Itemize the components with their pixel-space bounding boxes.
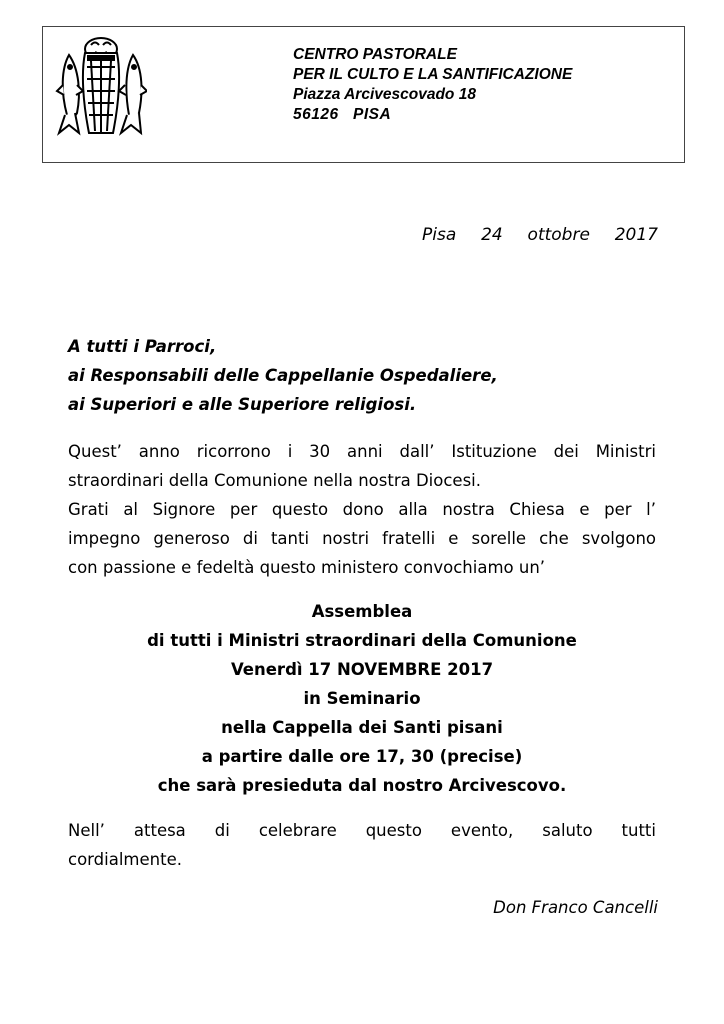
assembly-line: di tutti i Ministri straordinari della Comunione <box>147 631 577 650</box>
body-line: impegno generoso di tanti nostri fratelli e sorelle che svolgono <box>68 529 656 548</box>
assembly-announcement <box>40 597 684 800</box>
assembly-date: Venerdì 17 NOVEMBRE 2017 <box>230 660 494 679</box>
assembly-time: a partire dalle ore 17, 30 (precise) <box>201 747 523 766</box>
assembly-line: nella Cappella dei Santi pisani <box>221 718 503 737</box>
body-line: Quest’ anno ricorrono i 30 anni dall’ Istituzione dei Ministri <box>68 442 656 461</box>
assembly-line: in Seminario <box>303 689 421 708</box>
org-city: 56126 PISA <box>293 106 392 123</box>
recipient-line: A tutti i Parroci, <box>68 337 217 356</box>
letter-body <box>68 437 656 582</box>
org-name: CENTRO PASTORALE <box>293 46 457 63</box>
letter-date: Pisa 24 ottobre 2017 <box>422 225 658 245</box>
signature: Don Franco Cancelli <box>493 898 658 917</box>
body-line: Grati al Signore per questo dono alla nostra Chiesa e per l’ <box>68 500 656 519</box>
org-street: Piazza Arcivescovado 18 <box>293 86 476 103</box>
organization-address <box>293 45 572 125</box>
body-line: straordinari della Comunione nella nostra Diocesi. <box>68 471 481 490</box>
assembly-title: Assemblea <box>311 602 413 621</box>
fish-and-bread-basket-logo <box>55 33 147 145</box>
closing-line: cordialmente. <box>68 850 182 869</box>
body-line: con passione e fedeltà questo ministero convochiamo un’ <box>68 558 546 577</box>
assembly-line: che sarà presieduta dal nostro Arcivescovo. <box>157 776 567 795</box>
recipients-block <box>68 332 498 419</box>
letterhead-box <box>42 26 685 163</box>
recipient-line: ai Superiori e alle Superiore religiosi. <box>68 395 417 414</box>
recipient-line: ai Responsabili delle Cappellanie Ospedaliere, <box>68 366 498 385</box>
org-subtitle: PER IL CULTO E LA SANTIFICAZIONE <box>293 66 573 83</box>
closing-paragraph <box>68 816 656 874</box>
closing-line: Nell’ attesa di celebrare questo evento, saluto tutti <box>68 821 656 840</box>
